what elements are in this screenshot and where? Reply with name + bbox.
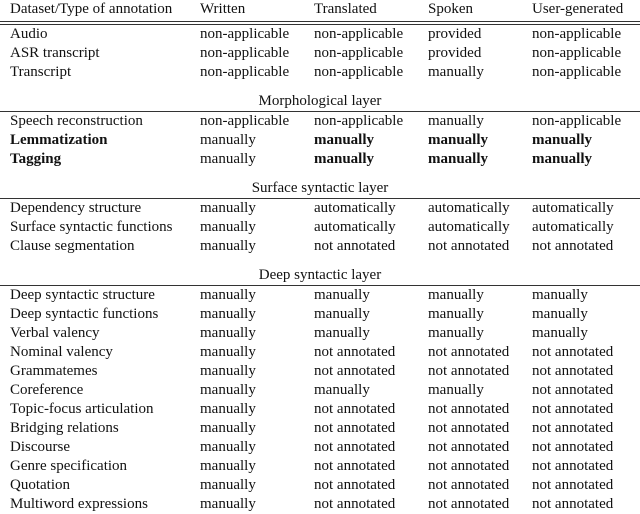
row-label: Audio [10,26,48,42]
table-cell: non-applicable [314,113,404,129]
table-cell: manually [200,344,256,360]
table-cell: manually [200,439,256,455]
section-header-row [0,169,640,199]
table-cell: non-applicable [314,26,404,42]
table-cell: not annotated [314,363,396,379]
row-label: Quotation [10,477,70,493]
table-cell: manually [200,306,256,322]
row-label: Deep syntactic functions [10,306,159,322]
row-label: Multiword expressions [10,496,148,512]
row-label: Surface syntactic functions [10,219,173,235]
table-cell: manually [200,458,256,474]
table-row [0,495,640,514]
table-cell: manually [428,287,484,303]
table-row [0,150,640,169]
section-title: Morphological layer [0,82,640,112]
table-cell: not annotated [428,344,510,360]
row-label: Lemmatization [10,132,108,148]
table-cell: manually [428,64,484,80]
table-cell: non-applicable [532,45,622,61]
table-cell: non-applicable [532,64,622,80]
header-row [0,0,640,23]
table-cell: not annotated [428,496,510,512]
table-cell: manually [200,287,256,303]
table-cell: not annotated [428,477,510,493]
table-cell: manually [428,382,484,398]
table-cell: manually [200,219,256,235]
table-row [0,44,640,63]
table-cell: manually [200,477,256,493]
row-label: Grammatemes [10,363,98,379]
table-row [0,381,640,400]
table-cell: provided [428,45,482,61]
table-cell: provided [428,26,482,42]
table-cell: not annotated [314,439,396,455]
section-header-row [0,82,640,112]
table-row [0,305,640,324]
table-cell: manually [200,132,256,148]
row-label: Genre specification [10,458,128,474]
table-row [0,23,640,44]
table-cell: not annotated [428,238,510,254]
table-cell: manually [428,151,489,167]
row-label: Dependency structure [10,200,142,216]
table-cell: automatically [532,219,614,235]
column-header: User-generated [532,0,640,23]
row-label: Tagging [10,151,62,167]
table-cell: manually [200,238,256,254]
table-cell: manually [200,200,256,216]
table-cell: automatically [532,200,614,216]
row-label: Speech reconstruction [10,113,143,129]
section-title: Deep syntactic layer [0,256,640,286]
table-cell: not annotated [532,238,614,254]
column-header: Written [200,0,314,23]
table-cell: not annotated [532,401,614,417]
table-cell: manually [314,151,375,167]
table-cell: manually [532,287,588,303]
table-cell: not annotated [532,439,614,455]
row-label: Clause segmentation [10,238,135,254]
table-cell: manually [314,132,375,148]
row-label: ASR transcript [10,45,100,61]
table-cell: non-applicable [200,26,290,42]
row-label: Verbal valency [10,325,100,341]
column-header: Translated [314,0,428,23]
table-cell: not annotated [428,401,510,417]
table-cell: manually [532,132,593,148]
table-row [0,237,640,256]
column-header: Dataset/Type of annotation [0,0,200,23]
table-cell: manually [532,325,588,341]
table-cell: non-applicable [200,45,290,61]
table-row [0,419,640,438]
table-row [0,438,640,457]
table-cell: not annotated [532,477,614,493]
table-cell: manually [200,325,256,341]
table-row [0,324,640,343]
table-cell: not annotated [428,363,510,379]
table-row [0,131,640,150]
table-cell: manually [314,382,370,398]
table-cell: manually [200,420,256,436]
table-row [0,286,640,306]
table-cell: non-applicable [200,113,290,129]
table-row [0,63,640,82]
row-label: Topic-focus articulation [10,401,154,417]
section-header-row [0,256,640,286]
row-label: Deep syntactic structure [10,287,155,303]
table-cell: manually [314,306,370,322]
table-cell: non-applicable [314,45,404,61]
table-cell: non-applicable [532,113,622,129]
table-cell: not annotated [314,477,396,493]
table-cell: not annotated [314,401,396,417]
table-cell: manually [314,325,370,341]
table-cell: not annotated [314,238,396,254]
table-cell: not annotated [532,363,614,379]
table-row [0,476,640,495]
table-row [0,218,640,237]
table-cell: not annotated [532,382,614,398]
table-cell: manually [200,151,256,167]
table-cell: manually [200,363,256,379]
table-row [0,362,640,381]
table-cell: not annotated [532,420,614,436]
table-cell: not annotated [532,458,614,474]
row-label: Nominal valency [10,344,113,360]
row-label: Discourse [10,439,70,455]
row-label: Bridging relations [10,420,119,436]
table-cell: manually [428,113,484,129]
table-cell: not annotated [314,420,396,436]
column-header: Spoken [428,0,532,23]
table-cell: manually [532,151,593,167]
section-title: Surface syntactic layer [0,169,640,199]
table-cell: manually [200,496,256,512]
table-cell: manually [428,306,484,322]
table-cell: manually [428,132,489,148]
table-cell: manually [314,287,370,303]
table-cell: automatically [428,219,510,235]
table-cell: manually [200,382,256,398]
table-cell: automatically [314,200,396,216]
table-cell: not annotated [532,344,614,360]
table-row [0,112,640,132]
table-cell: not annotated [532,496,614,512]
table-cell: automatically [314,219,396,235]
table-cell: automatically [428,200,510,216]
table-row [0,343,640,362]
row-label: Transcript [10,64,72,80]
table-cell: not annotated [314,458,396,474]
table-cell: non-applicable [314,64,404,80]
table-cell: not annotated [314,344,396,360]
table-row [0,400,640,419]
table-row [0,199,640,219]
table-cell: not annotated [428,439,510,455]
row-label: Coreference [10,382,84,398]
table-cell: manually [200,401,256,417]
table-cell: not annotated [314,496,396,512]
table-cell: non-applicable [200,64,290,80]
table-cell: manually [532,306,588,322]
table-cell: non-applicable [532,26,622,42]
table-cell: manually [428,325,484,341]
table-cell: not annotated [428,420,510,436]
table-cell: not annotated [428,458,510,474]
table-row [0,457,640,476]
